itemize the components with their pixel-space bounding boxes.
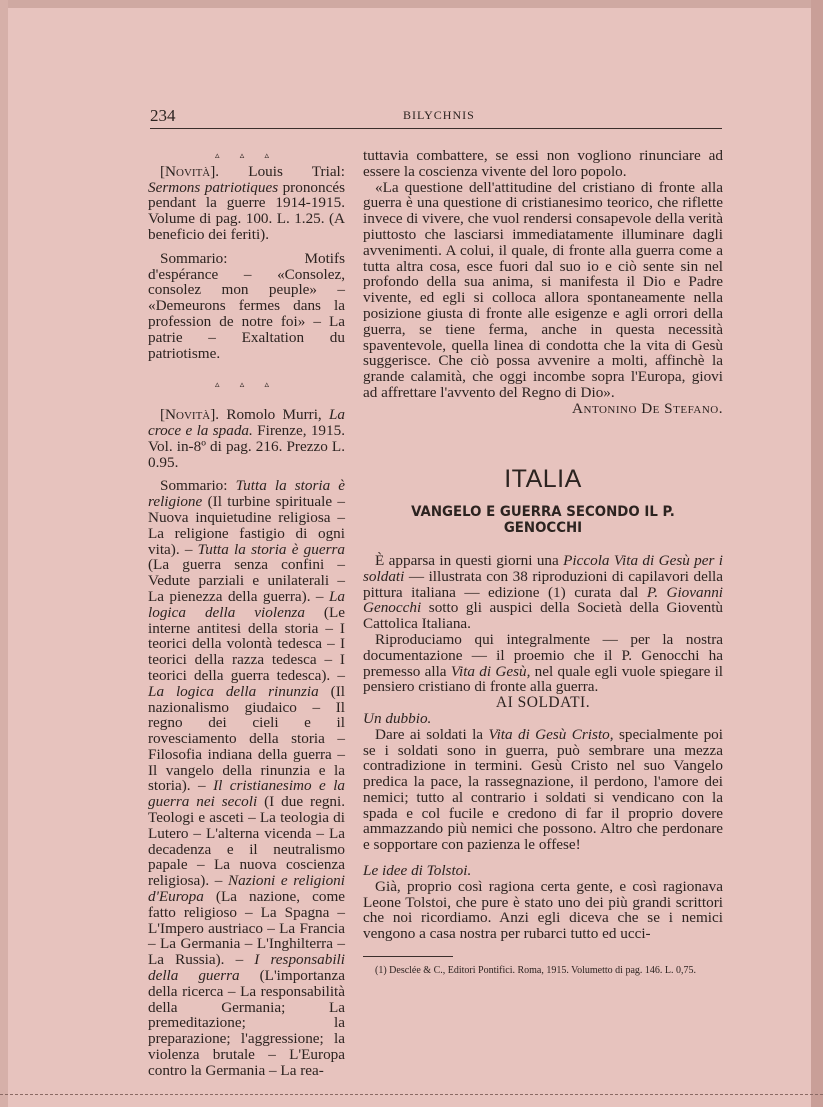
chapter-title: Il cristianesimo e la guerra nei secoli (148, 777, 346, 811)
summary-text: Motifs d'espérance – «Consolez, consolez mon peuple» – «Demeurons fermes dans la profession de notre foi» – La patrie – Exaltation du patriotisme. (148, 249, 345, 362)
chapter-summary: (La nazione, come fatto religioso – La Spagna – L'Impero austriaco – La Francia – La Germania – L'Inghilterra – La Russia). – (148, 888, 345, 969)
page-bottom-edge (0, 1094, 823, 1095)
entry-author: Louis Trial: (248, 162, 345, 180)
running-head: BILYCHNIS (403, 108, 475, 122)
left-column (148, 148, 345, 1079)
novita-tag: [Novità]. (160, 162, 220, 180)
intro-paragraph: È apparsa in questi giorni una Piccola Vita di Gesù per i soldati — illustrata con 38 riproduzioni di capilavori della pittura italiana — edizione (1) curata dal P. Giovanni Genocchi sotto gli auspici della Società della Gioventù Cattolica Italiana. (363, 551, 724, 633)
chapter-title: I responsabili della guerra (148, 951, 345, 985)
continuation-text: tuttavia combattere, se essi non vogliono rinunciare ad essere la coscienza vivente del loro popolo. (363, 147, 723, 180)
entry-murri-summary (148, 478, 345, 1078)
entry-trial (148, 164, 345, 243)
novita-tag: [Novità]. (160, 406, 220, 424)
chapter-title: La logica della rinunzia (148, 682, 319, 700)
summary-label: Sommario: (160, 249, 228, 267)
page-left-edge (0, 0, 8, 1107)
section-title: ITALIA (504, 464, 582, 493)
chapter-title: Tutta la storia è guerra (197, 540, 345, 558)
page-number: 234 (150, 106, 176, 125)
quotation-paragraph: «La questione dell'attitudine del cristiano di fronte alla guerra è una questione di cristianesimo teorico, che riflette invece di vivere, che vuol rendersi consapevole della verità piuttosto che lasciarsi immediatamente illuminare dagli avvenimenti. A colui, il quale, di fronte alla guerra come a tutta altra cosa, esce fuori dal suo io e ciò sente sin nel profondo della sua anima, si manifesta il Dio e Padre vivente, ed egli si colloca allora spontaneamente nella posizione giusta di fronte alle esigenze e agli orrori della guerra, se tiene ferma, anche in questa necessità spaventevole, quella linea di condotta che la vita di Gesù suggerisce. Che ciò possa avvenire a molti, affinchè la grande calamità, che oggi incombe sopra l'Europa, giovi ad affrettare l'avvento del Regno di Dio». (363, 178, 723, 401)
person-name: P. Giovanni Genocchi (363, 583, 724, 617)
chapter-summary: (Il turbine spirituale – Nuova inquietudine religiosa – La religione fastigio di ogni vita). – (148, 493, 345, 558)
book-title: Vita di Gesù Cristo, (488, 725, 614, 743)
book-title: Vita di Gesù, (450, 662, 531, 680)
chapter-title: Nazioni e religioni d'Europa (148, 872, 345, 906)
summary-label: Sommario: (160, 477, 228, 495)
chapter-summary: (Le interne antitesi della storia – I teorici della volontà tedesca – I teorici della razza tedesca – I teorici della guerra tedesca). – (148, 603, 345, 684)
article-title: VANGELO E GUERRA SECONDO IL P. GENOCCHI (411, 504, 675, 537)
chapter-summary: (I due regni. Teologi e asceti – La teologia di Lutero – L'alterna vicenda – La decadenza e il neutralismo papale – La nuova coscienza religiosa). – (148, 793, 346, 890)
author-signature: Antonino De Stefano. (572, 399, 723, 417)
book-title: Piccola Vita di Gesù per i soldati (363, 551, 724, 585)
intro-paragraph-2: Riproduciamo qui integralmente — per la nostra documentazione — il proemio che il P. Genocchi ha premesso alla Vita di Gesù, nel quale egli vuole spiegare il pensiero cristiano di fronte alla guerra. (363, 630, 724, 696)
footnote: (1) Desclée & C., Editori Pontifici. Roma, 1915. Volumetto di pag. 146. L. 0,75. (375, 965, 696, 977)
ornament-top: ▵ ▵ ▵ (214, 150, 279, 160)
entry-details: prononcés pendant la guerre 1914-1915. Volume di pag. 100. L. 1.25. (A beneficio dei feriti). (148, 178, 345, 243)
chapter-title: La logica della violenza (148, 587, 345, 621)
chapter-summary: (La guerra senza confini – Vedute parziali e unilaterali – La pienezza della guerra). – (148, 556, 345, 605)
entry-title: La croce e la spada. (148, 406, 345, 439)
body-paragraph: Dare ai soldati la Vita di Gesù Cristo, specialmente poi se i soldati sono in guerra, può sembrare una mezza contradizione in termini. Gesù Cristo nel suo Vangelo predica la pace, la rassegnazione, il perdono, l'amore dei nemici; tutto al contrario i soldati si vendicano con la spada e col fucile e credono di far il proprio dovere ammazzando più nemici che possono. Altro che perdonare e sopportare con pazienza le offese! (363, 725, 723, 854)
right-column (363, 148, 723, 977)
entry-trial-summary (148, 251, 345, 362)
entry-details: Firenze, 1915. Vol. in-8º di pag. 216. Prezzo L. 0.95. (148, 421, 345, 471)
paragraph-label: Un dubbio. (363, 709, 432, 727)
entry-author: Romolo Murri, (226, 406, 322, 424)
chapter-summary: (Il nazionalismo giudaico – Il regno dei cieli e il rovesciamento della storia – Filosofia indiana della guerra – Il vangelo della rinunzia e la storia). – (148, 682, 346, 795)
footnote-rule (363, 956, 453, 957)
page-header (150, 106, 722, 129)
subheading: AI SOLDATI. (495, 694, 591, 712)
entry-murri (148, 407, 345, 470)
body-paragraph: Già, proprio così ragiona certa gente, e così ragionava Leone Tolstoi, che pure è stato uno dei più grandi scrittori che noi ricordiamo. Anzi egli diceva che se i nemici vengono a casa nostra per rubarci tutto ed ucci- (363, 877, 723, 943)
page-right-edge (811, 0, 823, 1107)
chapter-summary: (L'importanza della ricerca – La responsabilità della Germania; La premeditazione; la preparazione; l'aggressione; la violenza brutale – L'Europa contro la Germania – La rea- (148, 967, 345, 1079)
paragraph-label: Le idee di Tolstoi. (363, 862, 472, 880)
chapter-title: Tutta la storia è religione (148, 477, 345, 511)
entry-title: Sermons patriotiques (148, 178, 279, 196)
page-top-edge (0, 0, 823, 8)
ornament-middle: ▵ ▵ ▵ (214, 379, 279, 390)
